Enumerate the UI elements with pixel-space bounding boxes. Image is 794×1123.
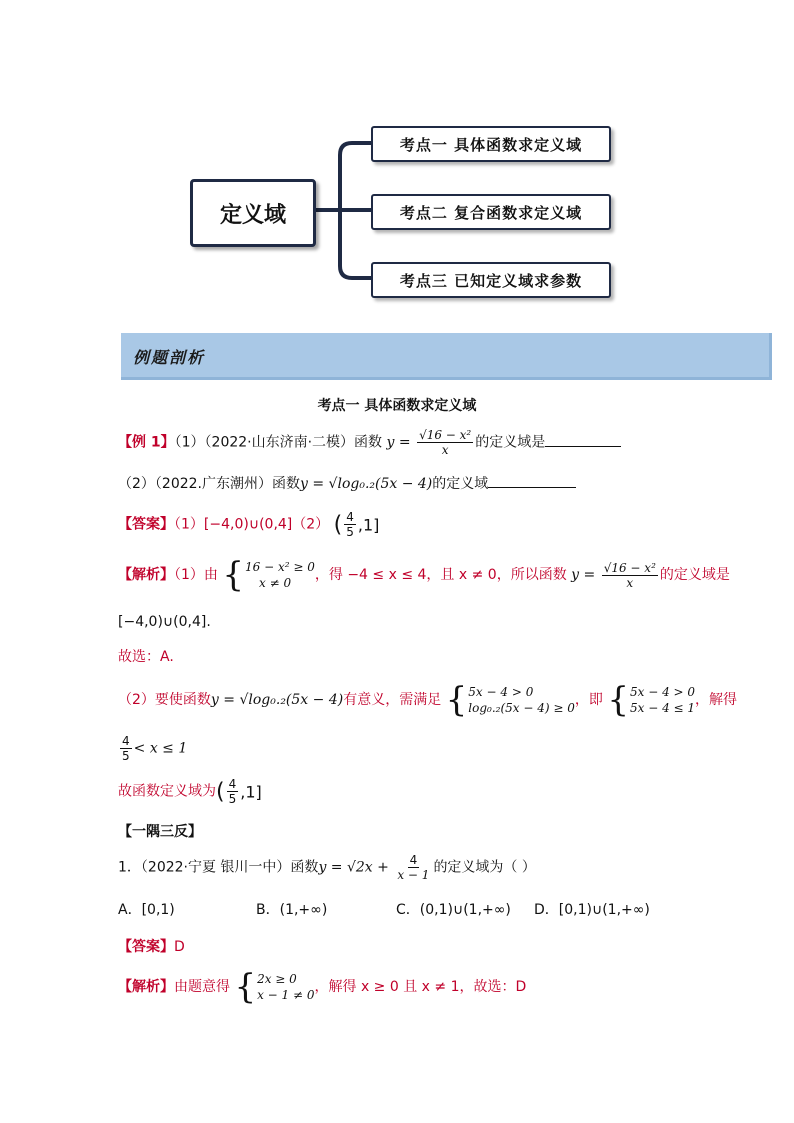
practice-answer	[118, 936, 185, 956]
interval-close: ,1]	[240, 782, 262, 801]
example-q1-fraction	[417, 428, 473, 457]
system-row: 5x − 4 > 0	[468, 685, 534, 699]
option-a[interactable]: A．[0,1)	[118, 902, 175, 918]
brace-icon: {	[234, 967, 257, 1007]
analysis1-fraction	[602, 561, 658, 590]
interval-close: ,1]	[357, 515, 380, 534]
interval-open: (	[216, 779, 225, 804]
example-q1	[118, 428, 621, 457]
analysis2-final	[118, 777, 262, 806]
example-q2-prefix: （2）（2022.广东潮州）函数	[118, 476, 300, 492]
system-row: x − 1 ≠ 0	[257, 988, 315, 1002]
answer-label: 【答案】	[118, 516, 174, 533]
practice-answer-label: 【答案】	[118, 939, 174, 955]
analysis2-func: y = √log₀.₂(5x − 4)	[210, 692, 344, 708]
brace-icon: {	[607, 680, 629, 720]
practice-q-prefix: 1．（2022·宁夏 银川一中）函数	[118, 859, 319, 876]
system-row: 2x ≥ 0	[257, 972, 297, 986]
mindmap-point-2: 考点二 复合函数求定义域	[371, 194, 611, 230]
example-q2-func: y = √log₀.₂(5x − 4)	[300, 476, 433, 492]
inequality-rest: < x ≤ 1	[133, 740, 188, 757]
analysis-label: 【解析】	[118, 567, 174, 583]
system-row: 5x − 4 > 0	[629, 685, 696, 699]
example-q1-lhs: y =	[386, 434, 411, 451]
example-q1-suffix: 的定义域是	[475, 434, 546, 451]
mindmap-root: 定义域	[190, 179, 316, 247]
practice-label: 【一隅三反】	[118, 824, 202, 840]
system-row: x ≠ 0	[259, 576, 292, 590]
option-d[interactable]: D．[0,1)∪(1,+∞)	[534, 902, 650, 918]
practice-analysis-suffix: ，解得 x ≥ 0 且 x ≠ 1，故选：D	[314, 979, 527, 995]
final-interval	[216, 777, 262, 806]
analysis1-lhs: y =	[571, 567, 596, 583]
fraction-denominator: 5	[346, 525, 354, 539]
system-row: 16 − x² ≥ 0	[245, 560, 315, 574]
analysis2-inequality	[118, 734, 187, 763]
fraction-denominator: 5	[228, 792, 237, 806]
analysis1-prefix: （1）由	[174, 567, 218, 583]
brace-icon: {	[445, 680, 468, 720]
example-q1-prefix: （1）（2022·山东济南·二模）函数	[174, 434, 383, 451]
analysis1-suffix: 的定义域是	[659, 567, 730, 583]
final-prefix: 故函数定义域为	[118, 783, 216, 800]
answer-line	[118, 510, 379, 539]
analysis1-middle: ，得 −4 ≤ x ≤ 4，且 x ≠ 0，所以函数	[314, 567, 567, 583]
system-row: log₀.₂(5x − 4) ≥ 0	[468, 701, 575, 715]
analysis1-result: [−4,0)∪(0,4].	[118, 614, 211, 630]
practice-q-suffix: 的定义域为（ ）	[433, 859, 536, 876]
practice-question	[118, 853, 536, 882]
fraction-denominator: x − 1	[397, 868, 430, 882]
answer-blank	[488, 473, 576, 488]
system-row: 5x − 4 ≤ 1	[629, 701, 696, 715]
interval-open: (	[333, 512, 343, 537]
analysis2-line	[118, 680, 738, 720]
fraction-numerator: √16 − x²	[419, 428, 472, 442]
practice-answer-value: D	[174, 939, 185, 955]
brace-icon: {	[222, 555, 245, 595]
analysis2-system-a	[445, 680, 575, 720]
analysis1-system	[222, 555, 315, 595]
fraction-numerator: 4	[122, 734, 130, 748]
banner-title: 例题剖析	[133, 348, 206, 367]
analysis1-choose: 故选：A.	[118, 649, 174, 665]
analysis2-mid2: ，即	[574, 692, 603, 708]
fraction-denominator: 5	[122, 749, 130, 763]
section-title: 考点一 具体函数求定义域	[317, 398, 477, 414]
answer-text: （1）[−4,0)∪(0,4]（2）	[174, 516, 330, 533]
mindmap-point-1: 考点一 具体函数求定义域	[371, 126, 611, 162]
analysis1-line	[118, 555, 730, 595]
practice-q-fraction	[395, 853, 431, 882]
answer-blank	[545, 432, 621, 447]
practice-system	[234, 967, 315, 1007]
practice-analysis-label: 【解析】	[118, 979, 174, 995]
analysis2-prefix: （2）要使函数	[118, 692, 211, 708]
fraction-numerator: 4	[346, 510, 354, 524]
mindmap-point-3: 考点三 已知定义域求参数	[371, 262, 611, 298]
section-banner	[121, 333, 772, 380]
fraction-denominator: x	[626, 575, 634, 590]
answer-fraction	[344, 510, 356, 539]
fraction-numerator: 4	[228, 777, 237, 791]
fraction-numerator: √16 − x²	[603, 560, 656, 575]
practice-analysis	[118, 967, 527, 1007]
option-c[interactable]: C．(0,1)∪(1,+∞)	[396, 902, 511, 918]
fraction-numerator: 4	[409, 853, 418, 867]
fraction-denominator: x	[441, 443, 449, 457]
option-b[interactable]: B．(1,+∞)	[256, 902, 328, 918]
analysis2-system-b	[607, 680, 696, 720]
analysis2-mid1: 有意义，需满足	[343, 692, 442, 708]
analysis2-mid3: ，解得	[695, 692, 738, 708]
example-label: 【例 1】	[118, 434, 175, 451]
final-fraction	[227, 777, 239, 806]
example-q2-suffix: 的定义域	[432, 476, 489, 492]
practice-analysis-prefix: 由题意得	[174, 979, 230, 995]
inequality-fraction	[120, 734, 132, 763]
practice-q-func: y = √2x +	[318, 859, 389, 876]
example-q2	[118, 473, 576, 493]
answer-interval	[333, 510, 380, 539]
